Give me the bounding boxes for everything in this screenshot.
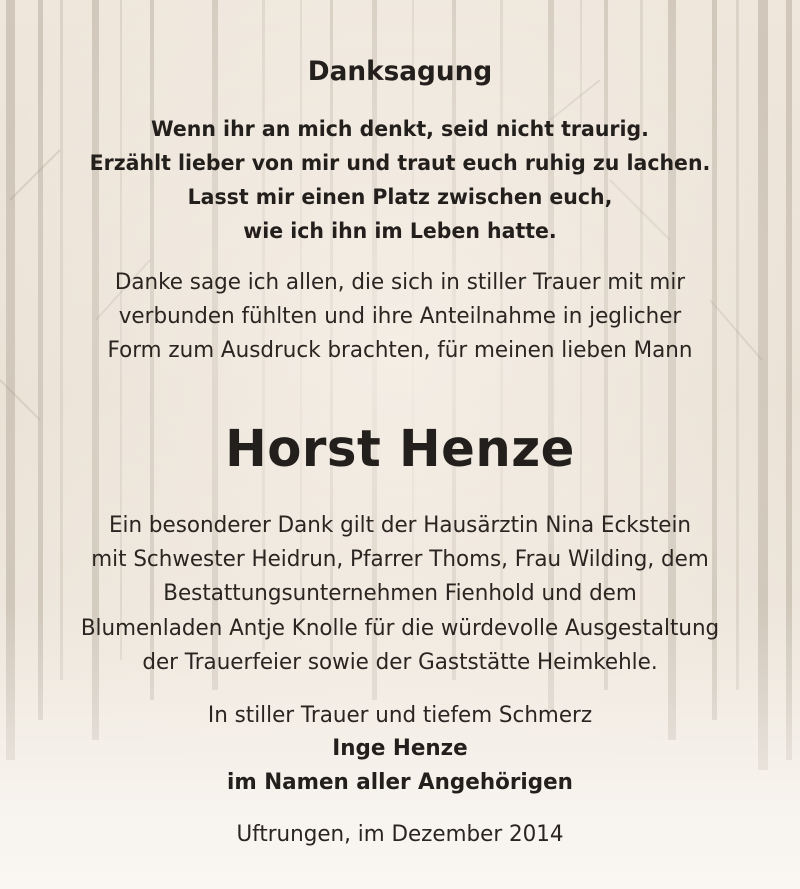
special-thanks-line: mit Schwester Heidrun, Pfarrer Thoms, Frau Wilding, dem [91, 547, 709, 572]
thanks-intro-line: Danke sage ich allen, die sich in stiller Trauer mit mir [114, 270, 686, 295]
title: Danksagung [307, 56, 493, 87]
place-date: Uftrungen, im Dezember 2014 [236, 822, 564, 847]
special-thanks-line: Blumenladen Antje Knolle für die würdevolle Ausgestaltung [80, 616, 720, 641]
signature-family: im Namen aller Angehörigen [227, 770, 573, 795]
thanks-intro-line: verbunden fühlten und ihre Anteilnahme in jeglicher [118, 304, 682, 329]
special-thanks-line: Ein besonderer Dank gilt der Hausärztin Nina Eckstein [108, 513, 692, 538]
poem-line: Erzählt lieber von mir und traut euch ruhig zu lachen. [89, 151, 711, 175]
poem-line: wie ich ihn im Leben hatte. [243, 219, 557, 243]
thanks-intro-line: Form zum Ausdruck brachten, für meinen lieben Mann [107, 338, 693, 363]
special-thanks-line: Bestattungsunternehmen Fienhold und dem [163, 581, 637, 606]
signature-name: Inge Henze [332, 736, 468, 761]
special-thanks-line: der Trauerfeier sowie der Gaststätte Heimkehle. [142, 650, 658, 675]
deceased-name: Horst Henze [225, 420, 575, 479]
poem-line: Wenn ihr an mich denkt, seid nicht traurig. [151, 117, 649, 141]
poem-line: Lasst mir einen Platz zwischen euch, [187, 185, 613, 209]
closing-phrase: In stiller Trauer und tiefem Schmerz [207, 703, 593, 728]
